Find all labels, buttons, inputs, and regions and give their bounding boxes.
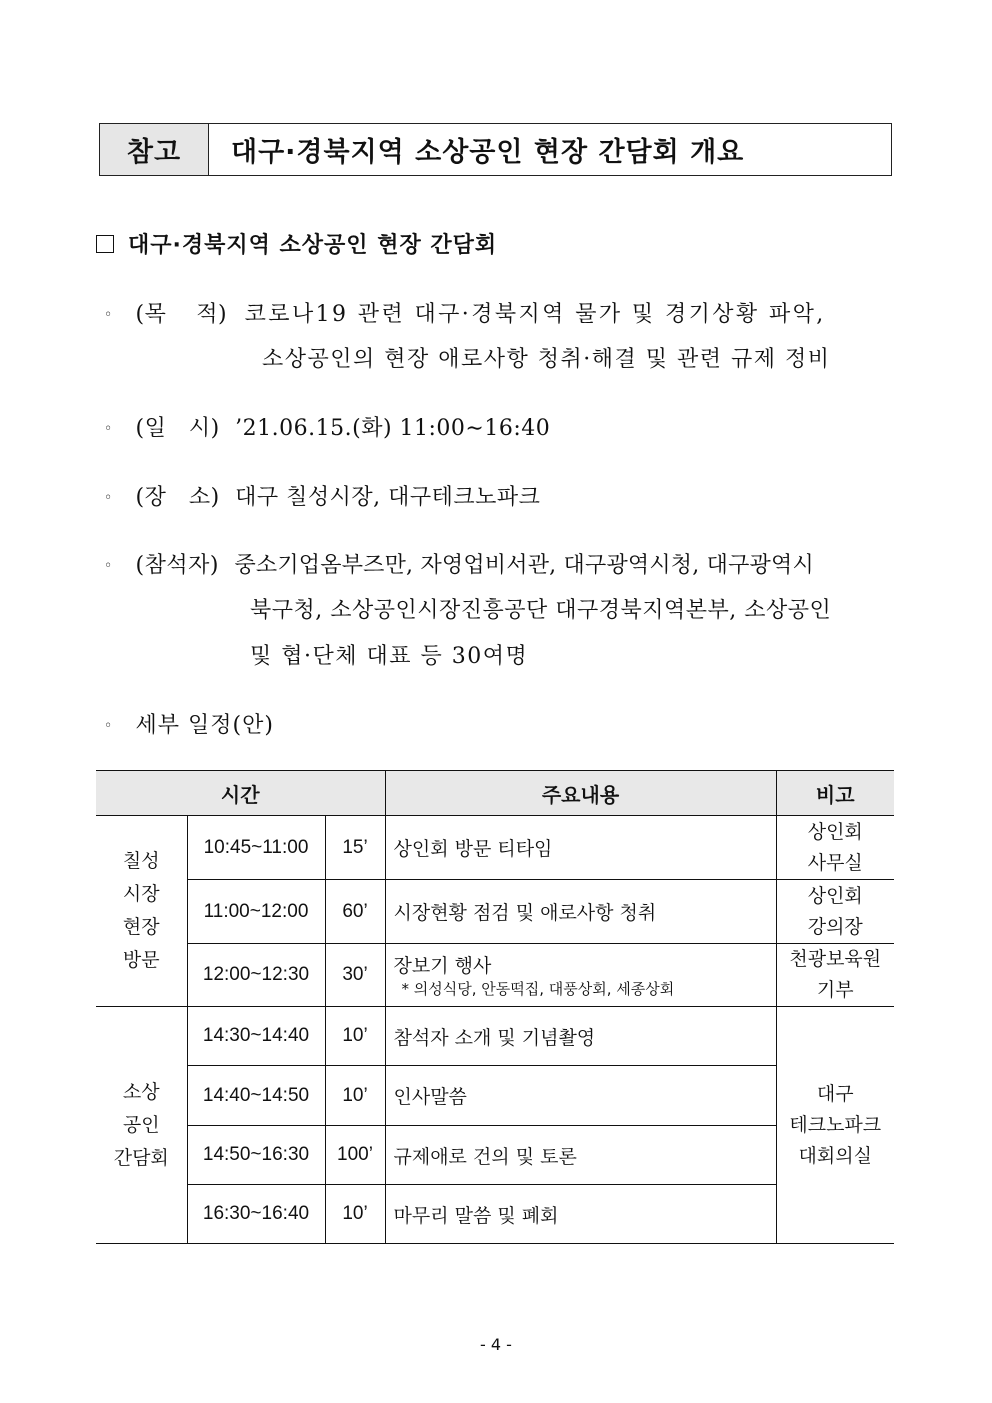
table-row (96, 880, 894, 944)
date-value: ’21.06.15.(화) 11:00∼16:40 (235, 416, 551, 441)
schedule-label: 세부 일정(안) (135, 713, 274, 738)
note-line: 기부 (816, 979, 854, 1001)
duration-cell: 10’ (325, 1007, 385, 1066)
bullet-icon: ◦ (104, 558, 113, 574)
note-cell (776, 880, 894, 944)
bullet-icon: ◦ (104, 490, 113, 506)
table-row (96, 944, 894, 1007)
attendees-line-2 (250, 593, 831, 624)
time-cell: 14:30~14:40 (187, 1007, 325, 1066)
note-line: 상인회 (807, 820, 863, 843)
content-main: 장보기 행사 (393, 954, 492, 977)
note-cell (776, 944, 894, 1007)
time-cell: 10:45~11:00 (187, 816, 325, 880)
time-cell: 12:00~12:30 (187, 944, 325, 1007)
table-row (96, 1066, 894, 1126)
duration-cell: 10’ (325, 1066, 385, 1126)
purpose-line (104, 297, 896, 328)
duration-cell: 30’ (325, 944, 385, 1007)
bullet-icon: ◦ (104, 307, 113, 323)
attendees-label: (참석자) (135, 553, 219, 578)
page-number: - 4 - (480, 1335, 512, 1354)
note-line: 강의장 (807, 915, 863, 938)
note-line: 대회의실 (798, 1144, 872, 1167)
page-title: 대구·경북지역 소상공인 현장 간담회 개요 (231, 137, 745, 168)
header-note: 비고 (776, 771, 894, 816)
purpose-label: (목 적) (135, 302, 228, 327)
note-cell (776, 816, 894, 880)
group-label-line: 공인 (122, 1113, 160, 1136)
content-cell (385, 944, 776, 1007)
group-label-line: 칠성 (122, 850, 160, 872)
title-box (99, 123, 892, 176)
place-label: (장 소) (135, 485, 220, 510)
group-label-line: 간담회 (113, 1146, 169, 1169)
duration-cell: 60’ (325, 880, 385, 944)
place-value: 대구 칠성시장, 대구테크노파크 (235, 485, 541, 510)
date-line (104, 411, 550, 442)
group-label-line: 시장 (122, 883, 160, 905)
content-subnote: * 의성식당, 안동떡집, 대풍상회, 세종상회 (401, 979, 675, 998)
purpose-value-1: 코로나19 관련 대구·경북지역 물가 및 경기상황 파악, (244, 302, 826, 327)
header-time: 시간 (96, 771, 385, 816)
table-row (96, 1185, 894, 1244)
note-line: 대구 (816, 1082, 854, 1105)
attendees-line (104, 548, 814, 579)
content-cell: 규제애로 건의 및 토론 (385, 1126, 776, 1185)
checkbox-icon (96, 235, 114, 253)
duration-cell: 100’ (325, 1126, 385, 1185)
note-line: 사무실 (807, 851, 863, 874)
schedule-table (96, 770, 894, 1244)
group-label-line: 현장 (122, 916, 160, 938)
attendees-value-3: 및 협·단체 대표 등 30여명 (250, 644, 529, 669)
time-cell: 11:00~12:00 (187, 880, 325, 944)
content-cell: 인사말씀 (385, 1066, 776, 1126)
date-label: (일 시) (135, 416, 220, 441)
schedule-label-line (104, 708, 274, 739)
purpose-line-2 (262, 342, 831, 373)
group-meeting (96, 1007, 187, 1244)
attendees-value-1: 중소기업옴부즈만, 자영업비서관, 대구광역시청, 대구광역시 (234, 553, 814, 578)
purpose-value-2: 소상공인의 현장 애로사항 청취·해결 및 관련 규제 정비 (262, 347, 831, 372)
duration-cell: 10’ (325, 1185, 385, 1244)
content-cell: 상인회 방문 티타임 (385, 816, 776, 880)
table-row (96, 1126, 894, 1185)
title-tag: 참고 (100, 124, 209, 175)
note-line: 천광보육원 (789, 948, 882, 970)
group-label-line: 방문 (122, 949, 160, 971)
table-row (96, 1007, 894, 1066)
table-row (96, 816, 894, 880)
time-cell: 14:40~14:50 (187, 1066, 325, 1126)
attendees-value-2: 북구청, 소상공인시장진흥공단 대구경북지역본부, 소상공인 (250, 598, 832, 623)
content-cell: 마무리 말씀 및 폐회 (385, 1185, 776, 1244)
note-line: 테크노파크 (789, 1113, 882, 1136)
attendees-line-3 (250, 639, 528, 670)
section-heading (96, 228, 497, 259)
note-cell-venue (776, 1007, 894, 1244)
section-heading-text: 대구·경북지역 소상공인 현장 간담회 (128, 233, 498, 258)
time-cell: 16:30~16:40 (187, 1185, 325, 1244)
duration-cell: 15’ (325, 816, 385, 880)
place-line (104, 480, 540, 511)
bullet-icon: ◦ (104, 718, 113, 734)
time-cell: 14:50~16:30 (187, 1126, 325, 1185)
bullet-icon: ◦ (104, 421, 113, 437)
header-content: 주요내용 (385, 771, 776, 816)
content-cell: 참석자 소개 및 기념촬영 (385, 1007, 776, 1066)
note-line: 상인회 (807, 884, 863, 907)
group-market-visit (96, 816, 187, 1007)
content-cell: 시장현황 점검 및 애로사항 청취 (385, 880, 776, 944)
group-label-line: 소상 (122, 1080, 160, 1103)
table-header-row (96, 771, 894, 816)
